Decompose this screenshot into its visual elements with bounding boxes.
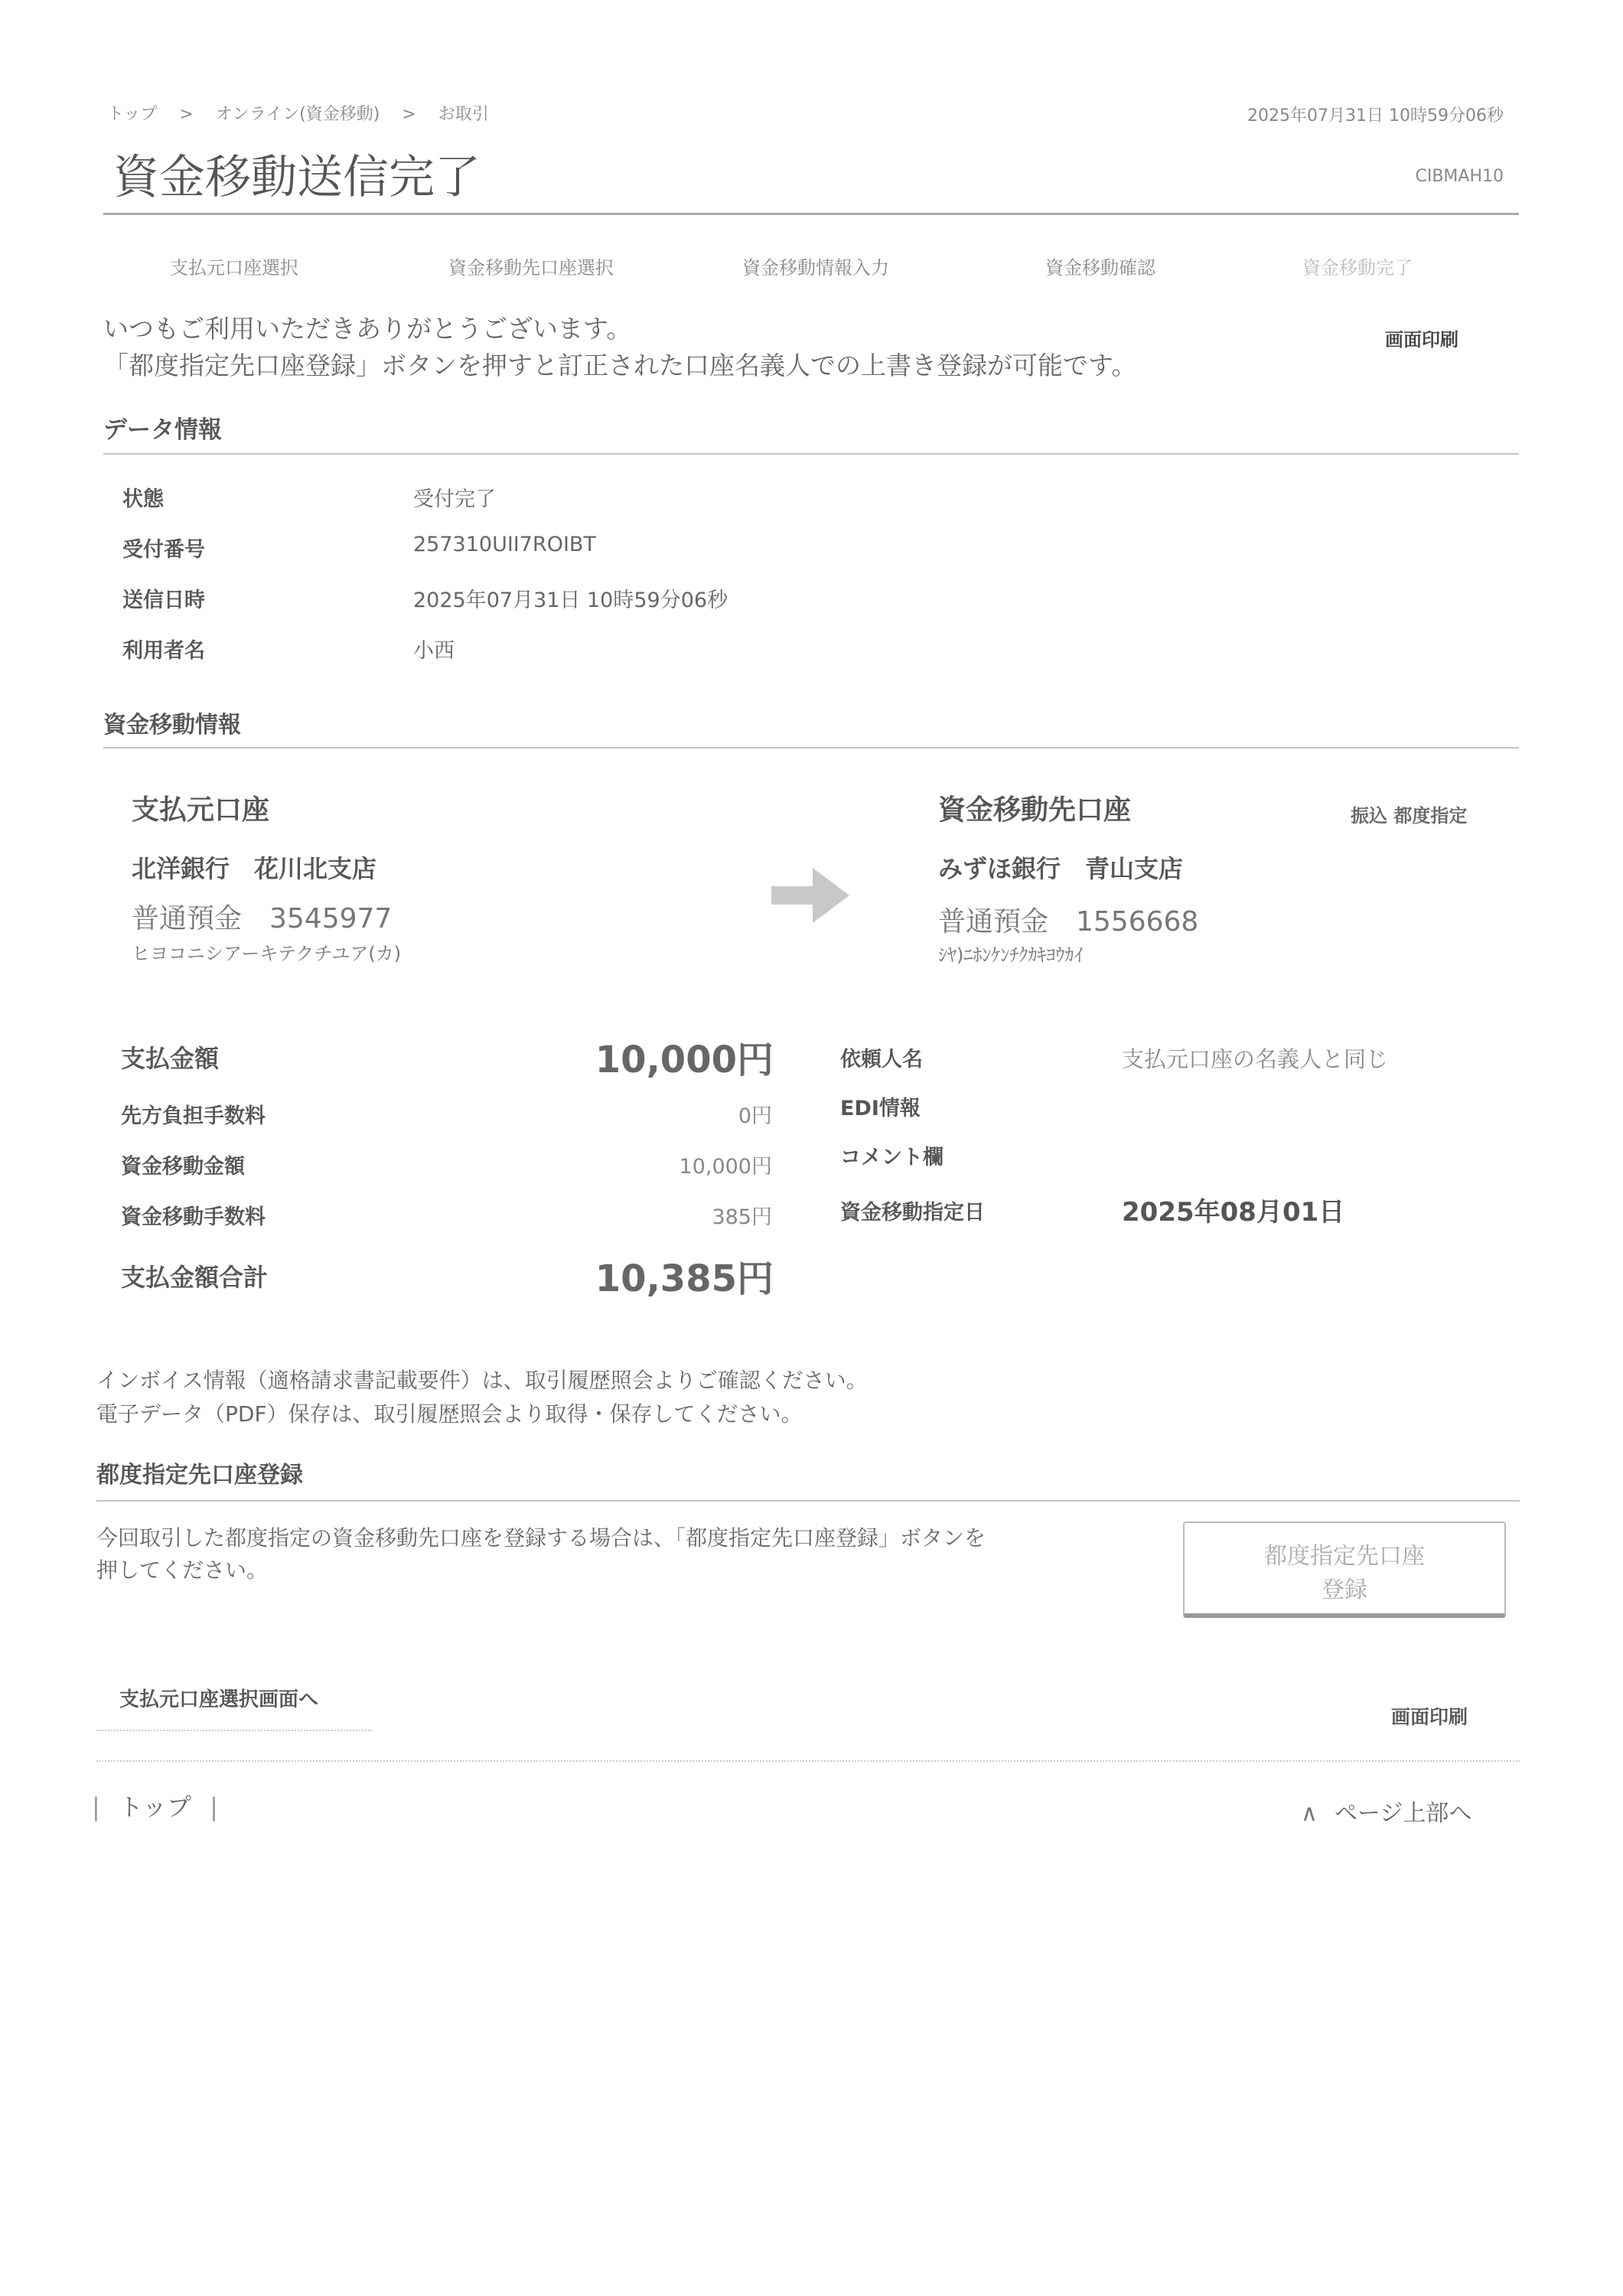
step-source-account: 支払元口座選択 <box>170 257 298 279</box>
chevron-up-icon: ∧ <box>1301 1800 1318 1827</box>
invoice-note-line-2: 電子データ（PDF）保存は、取引履歴照会より取得・保存してください。 <box>96 1401 803 1427</box>
print-button-bottom[interactable]: 画面印刷 <box>1391 1706 1468 1728</box>
receipt-number-value: 257310UII7ROIBT <box>413 533 596 556</box>
notice-line-1: いつもご利用いただきありがとうございます。 <box>103 314 632 344</box>
register-text-line-1: 今回取引した都度指定の資金移動先口座を登録する場合は、「都度指定先口座登録」ボタンを <box>96 1525 986 1551</box>
invoice-note-line-1: インボイス情報（適格請求書記載要件）は、取引履歴照会よりご確認ください。 <box>96 1368 868 1393</box>
total-payment-label: 支払金額合計 <box>121 1263 269 1292</box>
footer-divider <box>96 1760 1520 1762</box>
total-payment-value: 10,385円 <box>595 1257 774 1300</box>
destination-tags: 振込 都度指定 <box>1351 805 1468 827</box>
source-account-number: 普通預金 3545977 <box>132 903 393 934</box>
footer-top-nav <box>92 1788 218 1823</box>
page-top-link[interactable] <box>1301 1794 1471 1828</box>
transfer-info-heading: 資金移動情報 <box>103 712 241 739</box>
destination-account-heading: 資金移動先口座 <box>938 794 1132 826</box>
source-bank: 北洋銀行 花川北支店 <box>132 854 377 883</box>
notice-line-2: 「都度指定先口座登録」ボタンを押すと訂正された口座名義人での上書き登録が可能です。 <box>103 351 1137 380</box>
register-divider <box>96 1500 1520 1502</box>
print-button-top[interactable]: 画面印刷 <box>1385 329 1458 351</box>
step-destination-account: 資金移動先口座選択 <box>448 257 614 279</box>
status-value: 受付完了 <box>413 488 496 511</box>
destination-account-number: 普通預金 1556668 <box>938 906 1199 938</box>
breadcrumb-top-link[interactable]: トップ <box>107 105 158 124</box>
edi-info-label: EDI情報 <box>840 1097 921 1120</box>
breadcrumb-separator: > <box>402 105 416 124</box>
screen-id: CIBMAH10 <box>1415 167 1504 186</box>
breadcrumb-online-link[interactable]: オンライン(資金移動) <box>215 105 380 124</box>
step-transfer-input: 資金移動情報入力 <box>742 257 889 279</box>
comment-label: コメント欄 <box>840 1146 943 1169</box>
transfer-amount-value: 10,000円 <box>679 1155 772 1179</box>
data-info-divider <box>103 453 1519 455</box>
title-divider <box>103 213 1519 215</box>
step-complete: 資金移動完了 <box>1302 257 1413 279</box>
page-top-label: ページ上部へ <box>1334 1800 1472 1827</box>
destination-bank: みずほ銀行 青山支店 <box>938 854 1184 883</box>
receipt-number-label: 受付番号 <box>122 538 205 562</box>
page-title: 資金移動送信完了 <box>113 151 481 204</box>
nav-separator-right: | <box>210 1792 218 1821</box>
user-name-value: 小西 <box>413 639 455 663</box>
payment-amount-label: 支払金額 <box>121 1044 220 1073</box>
data-info-heading: データ情報 <box>103 416 222 444</box>
payment-amount-value: 10,000円 <box>595 1039 774 1081</box>
sent-datetime-value: 2025年07月31日 10時59分06秒 <box>413 589 728 612</box>
requester-name-value: 支払元口座の名義人と同じ <box>1122 1046 1389 1072</box>
step-confirm: 資金移動確認 <box>1045 257 1155 279</box>
back-to-source-link[interactable]: 支払元口座選択画面へ <box>119 1688 319 1711</box>
breadcrumb <box>107 101 489 125</box>
breadcrumb-current: お取引 <box>438 105 489 124</box>
user-name-label: 利用者名 <box>122 639 205 663</box>
transfer-fee-value: 385円 <box>712 1205 772 1229</box>
transfer-date-value: 2025年08月01日 <box>1122 1197 1345 1228</box>
register-button-line-1: 都度指定先口座 <box>1264 1543 1425 1570</box>
arrow-right-icon <box>768 865 852 926</box>
status-label: 状態 <box>122 488 164 511</box>
sent-datetime-label: 送信日時 <box>122 589 205 612</box>
source-account-heading: 支払元口座 <box>132 794 270 826</box>
source-account-holder: ヒヨコニシアーキテクチユア(カ) <box>132 943 402 964</box>
register-text-line-2: 押してください。 <box>96 1557 269 1583</box>
register-destination-button[interactable] <box>1183 1521 1506 1618</box>
register-button-line-2: 登録 <box>1322 1577 1367 1603</box>
transfer-info-divider <box>103 747 1519 748</box>
transfer-amount-label: 資金移動金額 <box>121 1155 245 1179</box>
nav-separator-left: | <box>92 1792 100 1821</box>
requester-name-label: 依頼人名 <box>840 1048 923 1071</box>
header-timestamp: 2025年07月31日 10時59分06秒 <box>1247 106 1504 126</box>
footer-top-link[interactable]: トップ <box>118 1792 191 1821</box>
destination-account-holder: ｼﾔ)ﾆﾎﾝｹﾝﾁｸｶｷﾖｳｶｲ <box>938 944 1084 966</box>
recipient-fee-label: 先方負担手数料 <box>121 1104 266 1128</box>
back-link-underline <box>96 1730 372 1731</box>
breadcrumb-separator: > <box>179 105 194 124</box>
register-heading: 都度指定先口座登録 <box>96 1462 303 1489</box>
transfer-date-label: 資金移動指定日 <box>840 1201 985 1225</box>
recipient-fee-value: 0円 <box>738 1104 772 1128</box>
transfer-fee-label: 資金移動手数料 <box>121 1205 266 1229</box>
